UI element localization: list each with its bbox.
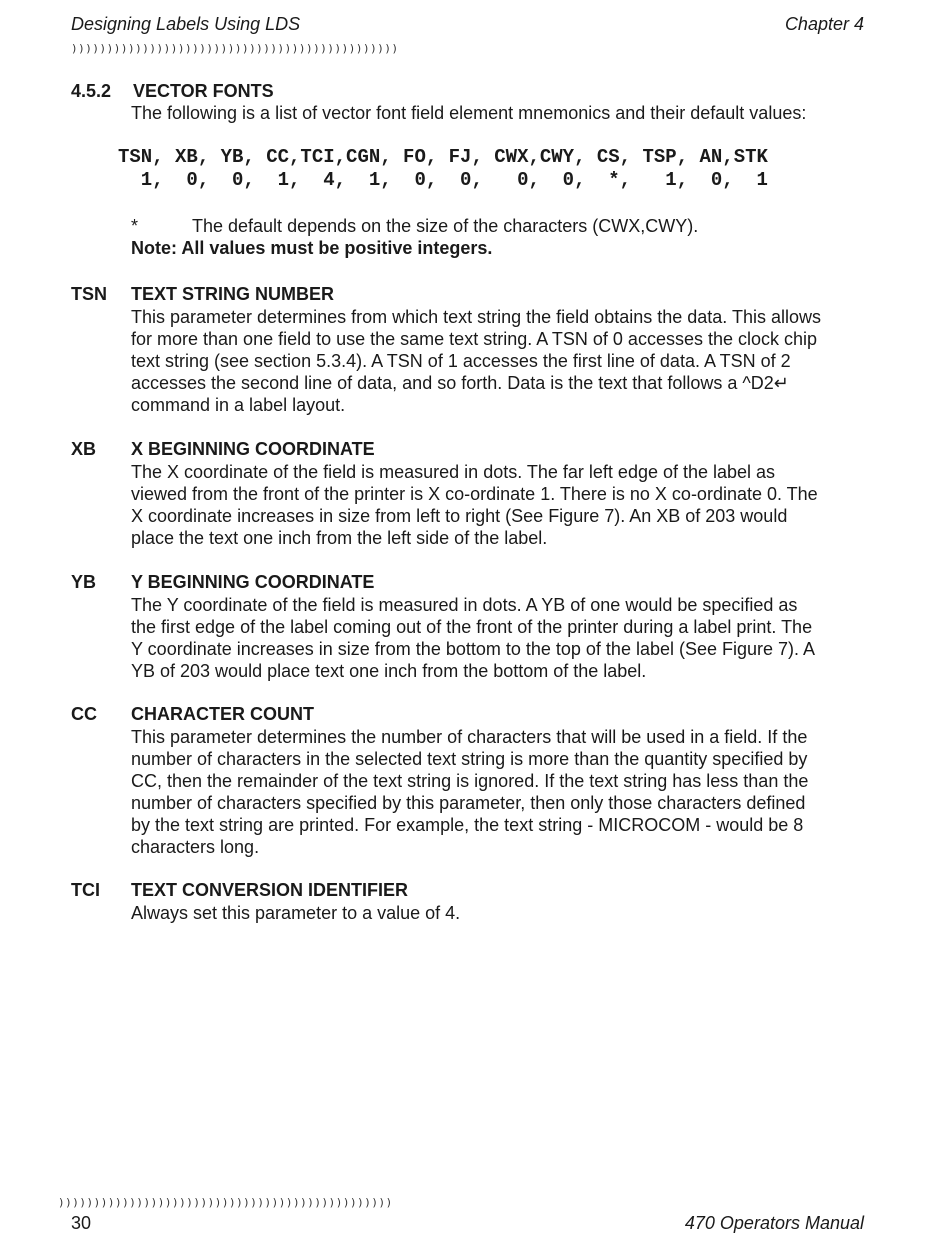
param-line: by the text string are printed. For example, the text string - MICROCOM - would be 8 [131,815,804,835]
param-abbr: TCI [71,880,100,900]
footnote-text: The default depends on the size of the characters (CWX,CWY). [192,216,699,236]
param-title: CHARACTER COUNT [131,704,314,724]
param-line: CC, then the remainder of the text string is ignored. If the text string has less than the [131,771,809,791]
param-line: number of characters in the selected text string is more than the quantity specified by [131,749,808,769]
param-line: place the text one inch from the left side of the label. [131,528,548,548]
param-line: number of characters specified by this parameter, then only those characters defined [131,793,806,813]
running-header-chapter: Chapter 4 [784,14,864,34]
param-abbr: CC [71,704,97,724]
param-line: This parameter determines the number of characters that will be used in a field. If the [131,727,808,747]
note-text: Note: All values must be positive integers. [131,238,493,258]
param-abbr: YB [71,572,97,592]
param-line: Always set this parameter to a value of 4. [131,903,461,923]
param-title: TEXT CONVERSION IDENTIFIER [131,880,409,900]
param-line: Y coordinate increases in size from the bottom to the top of the label (See Figure 7). A [131,639,816,659]
param-line: This parameter determines from which text string the field obtains the data. This allows [131,307,821,327]
running-footer-title: 470 Operators Manual [684,1213,864,1233]
footnote-mark: * [131,216,139,236]
param-line: text string (see section 5.3.4). A TSN of 1 accesses the first line of data. A TSN of 2 [131,351,791,371]
section-number: 4.5.2 [71,81,112,101]
param-line: The Y coordinate of the field is measured in dots. A YB of one would be specified as [131,595,798,615]
param-line: X coordinate increases in size from left to right (See Figure 7). An XB of 203 would [131,506,788,526]
param-description [131,306,861,416]
param-description [131,594,861,682]
param-line: YB of 203 would place text one inch from the bottom of the label. [131,661,647,681]
page-number: 30 [71,1213,92,1233]
param-title: X BEGINNING COORDINATE [131,439,375,459]
defaults-line: 1, 0, 0, 1, 4, 1, 0, 0, 0, 0, *, 1, 0, 1 [118,169,768,191]
running-header-title: Designing Labels Using LDS [71,14,301,34]
param-line: The X coordinate of the field is measured in dots. The far left edge of the label as [131,462,776,482]
param-description [131,902,861,924]
header-decoration: )))))))))))))))))))))))))))))))))))))))))))))) [71,42,399,55]
section-title: VECTOR FONTS [133,81,274,101]
param-line: command in a label layout. [131,395,346,415]
footer-decoration: ))))))))))))))))))))))))))))))))))))))))))))))) [58,1196,393,1209]
param-description [131,726,861,858]
param-line: the first edge of the label coming out of the front of the printer during a label print. The [131,617,813,637]
param-abbr: TSN [71,284,107,304]
param-title: Y BEGINNING COORDINATE [131,572,375,592]
param-description [131,461,861,549]
section-intro: The following is a list of vector font field element mnemonics and their default values: [131,103,807,123]
mnemonics-line: TSN, XB, YB, CC,TCI,CGN, FO, FJ, CWX,CWY, CS, TSP, AN,STK [118,146,768,168]
param-abbr: XB [71,439,97,459]
param-line: for more than one field to use the same text string. A TSN of 0 accesses the clock chip [131,329,818,349]
param-title: TEXT STRING NUMBER [131,284,335,304]
param-line: characters long. [131,837,260,857]
param-line: accesses the second line of data, and so forth. Data is the text that follows a ^D2↵ [131,373,789,393]
param-line: viewed from the front of the printer is X co-ordinate 1. There is no X co-ordinate 0. The [131,484,818,504]
